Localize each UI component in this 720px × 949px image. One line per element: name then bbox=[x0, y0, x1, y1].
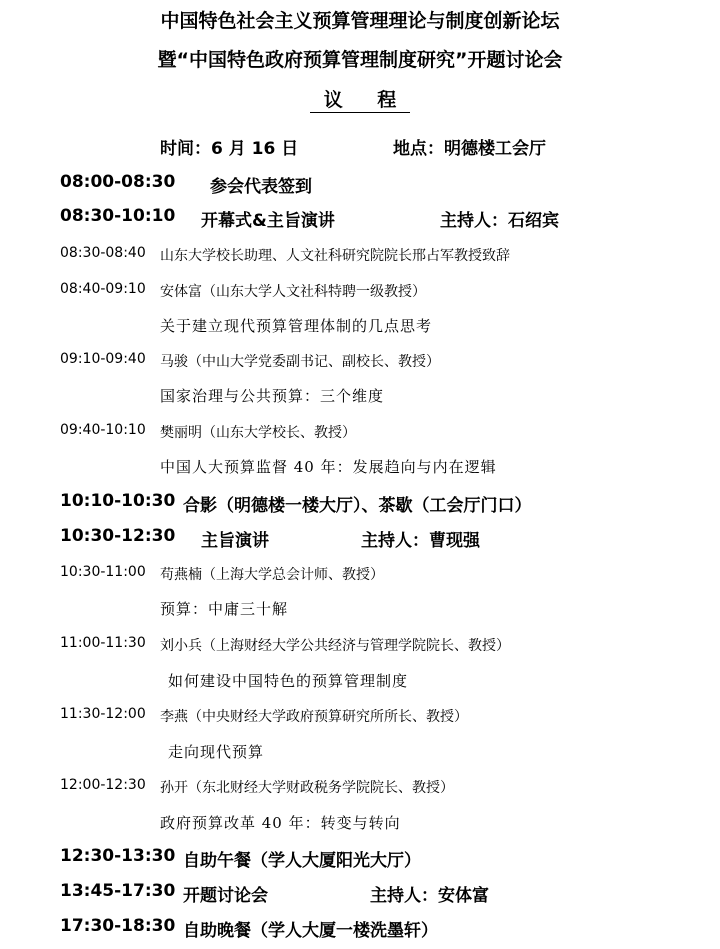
session-title: 自助午餐（学人大厦阳光大厅） bbox=[183, 851, 421, 871]
talk-topic: 中国人大预算监督 40 年：发展趋向与内在逻辑 bbox=[160, 458, 497, 476]
talk-time: 09:10-09:40 bbox=[60, 351, 146, 367]
talk-topic: 政府预算改革 40 年：转变与转向 bbox=[160, 814, 401, 832]
title-line-2: 暨“中国特色政府预算管理制度研究”开题讨论会 bbox=[157, 49, 563, 71]
session-title: 参会代表签到 bbox=[210, 177, 312, 197]
session-time: 13:45-17:30 bbox=[60, 881, 176, 901]
talk-speaker: 刘小兵（上海财经大学公共经济与管理学院院长、教授） bbox=[160, 638, 510, 654]
talk-time: 08:40-09:10 bbox=[60, 281, 146, 297]
talk-speaker: 李燕（中央财经大学政府预算研究所所长、教授） bbox=[160, 709, 468, 725]
talk-topic: 关于建立现代预算管理体制的几点思考 bbox=[160, 317, 433, 335]
talk-speaker: 苟燕楠（上海大学总会计师、教授） bbox=[160, 567, 384, 583]
session-time: 10:10-10:30 bbox=[60, 491, 176, 511]
talk-time: 11:30-12:00 bbox=[60, 706, 146, 722]
talk-speaker: 山东大学校长助理、人文社科研究院院长邢占军教授致辞 bbox=[160, 248, 510, 264]
talk-speaker: 樊丽明（山东大学校长、教授） bbox=[160, 425, 356, 441]
meeting-time: 时间：6 月 16 日 bbox=[160, 139, 299, 159]
session-time: 10:30-12:30 bbox=[60, 526, 176, 546]
talk-time: 12:00-12:30 bbox=[60, 777, 146, 793]
session-title: 开幕式&主旨演讲 bbox=[201, 211, 335, 231]
agenda-heading bbox=[0, 88, 720, 113]
talk-time: 09:40-10:10 bbox=[60, 422, 146, 438]
session-time: 12:30-13:30 bbox=[60, 846, 176, 866]
title-line-1: 中国特色社会主义预算管理理论与制度创新论坛 bbox=[160, 10, 560, 32]
talk-speaker: 孙开（东北财经大学财政税务学院院长、教授） bbox=[160, 780, 454, 796]
session-time: 08:30-10:10 bbox=[60, 206, 176, 226]
talk-speaker: 马骏（中山大学党委副书记、副校长、教授） bbox=[160, 354, 440, 370]
meeting-place: 地点：明德楼工会厅 bbox=[393, 139, 546, 159]
session-title: 开题讨论会 bbox=[183, 886, 268, 906]
session-host: 主持人：石绍宾 bbox=[440, 211, 559, 231]
session-title: 合影（明德楼一楼大厅）、茶歇（工会厅门口） bbox=[183, 496, 532, 516]
session-time: 08:00-08:30 bbox=[60, 172, 176, 192]
talk-time: 08:30-08:40 bbox=[60, 245, 146, 261]
talk-topic: 如何建设中国特色的预算管理制度 bbox=[168, 672, 409, 690]
session-time: 17:30-18:30 bbox=[60, 916, 176, 936]
talk-speaker: 安体富（山东大学人文社科特聘一级教授） bbox=[160, 284, 426, 300]
talk-topic: 预算：中庸三十解 bbox=[160, 600, 289, 618]
session-host: 主持人：曹现强 bbox=[361, 531, 480, 551]
session-title: 主旨演讲 bbox=[201, 531, 269, 551]
talk-topic: 国家治理与公共预算：三个维度 bbox=[160, 387, 385, 405]
session-title: 自助晚餐（学人大厦一楼洗墨轩） bbox=[183, 921, 438, 941]
session-host: 主持人：安体富 bbox=[370, 886, 489, 906]
talk-topic: 走向现代预算 bbox=[168, 743, 265, 761]
talk-time: 10:30-11:00 bbox=[60, 564, 146, 580]
agenda-heading-text: 议 程 bbox=[310, 88, 411, 113]
talk-time: 11:00-11:30 bbox=[60, 635, 146, 651]
